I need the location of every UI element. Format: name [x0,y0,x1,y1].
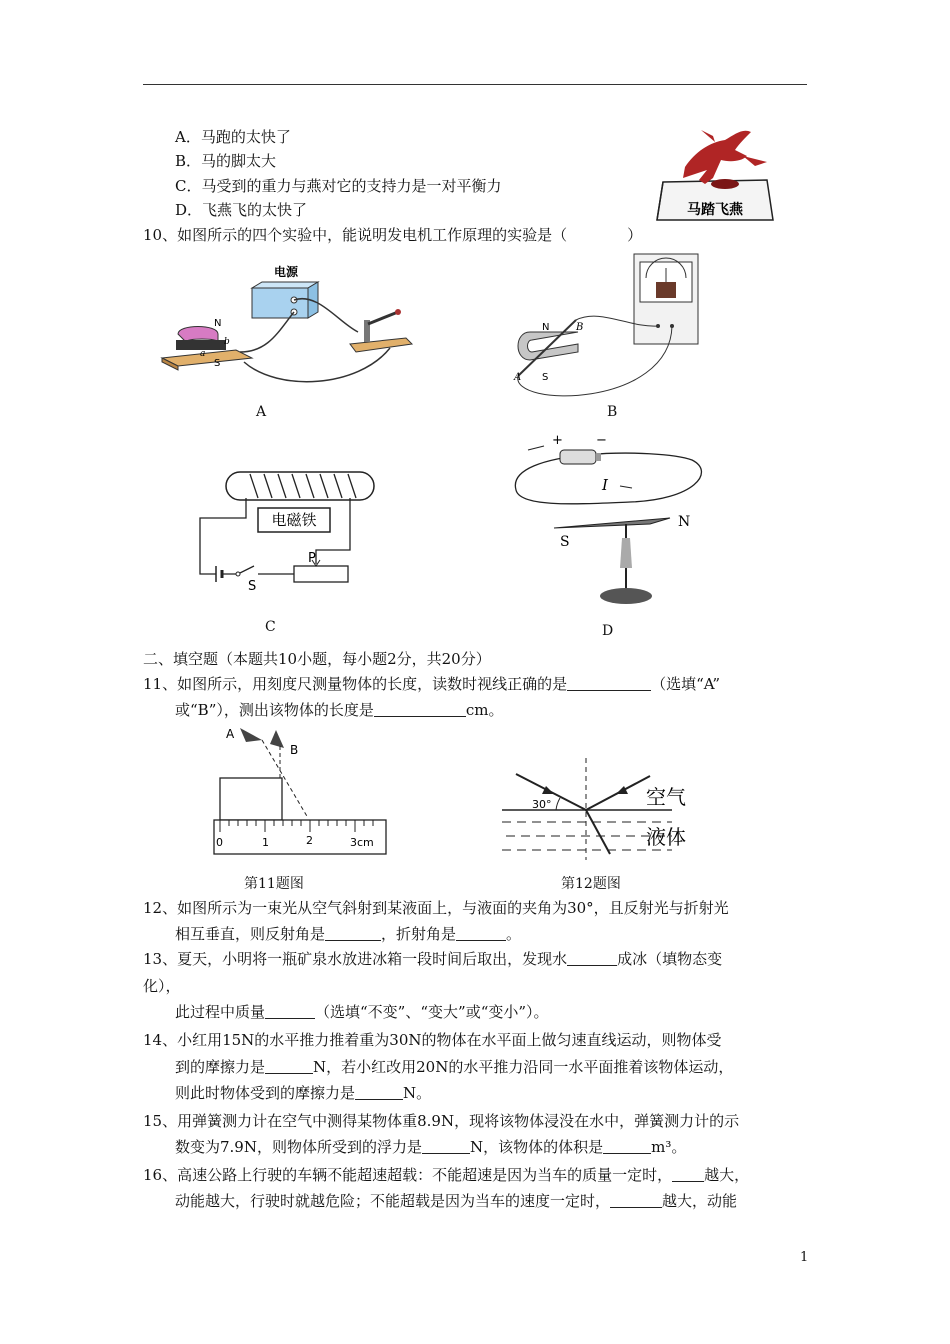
q14-blank-1[interactable] [265,1058,313,1074]
figure-b-galvanometer [500,248,710,408]
q16-line-1: 16、高速公路上行驶的车辆不能超速超载：不能超速是因为当车的质量一定时， 越大， [143,1166,750,1184]
q9-option-b: B．马的脚太大 [175,152,277,170]
q12-blank-1[interactable] [325,925,381,941]
q15-blank-1[interactable] [422,1138,470,1154]
fig-a-pole-n: N [214,318,222,329]
fig-d-north: N [678,514,691,530]
q15-line-1: 15、用弹簧测力计在空气中测得某物体重8.9N，现将该物体浸没在水中，弹簧测力计的示 [143,1112,740,1130]
fig-d-current: I [602,476,608,494]
q14-blank-2[interactable] [355,1084,403,1100]
q9-option-d: D．飞燕飞的太快了 [175,201,308,219]
q11-blank-1[interactable] [567,675,651,691]
q15-blank-2[interactable] [603,1138,651,1154]
q12-line-1: 12、如图所示为一束光从空气斜射到某液面上，与液面的夹角为30°，且反射光与折射光 [143,899,729,917]
header-rule [143,84,807,85]
q16-line-2: 动能越大，行驶时就越危险；不能超载是因为当车的速度一定时， 越大，动能 [175,1192,738,1210]
figure-a-circuit [158,262,418,392]
q12-blank-2[interactable] [456,925,506,941]
fig-c-slider-label: P [308,551,316,566]
fig-d-south: S [560,534,570,550]
page-number: 1 [800,1250,809,1265]
ruler-tick-2: 2 [306,834,313,847]
q12-line-2: 相互垂直，则反射角是 ，折射角是 。 [175,925,522,943]
q12-liquid-label: 液体 [646,825,686,849]
fig-b-pole-n: N [542,322,550,333]
fig-c-switch-label: S [248,579,257,594]
q11-ruler-figure [212,722,392,858]
figure-b-letter: B [607,404,618,420]
q14-line-1: 14、小红用15N的水平推力推着重为30N的物体在水平面上做匀速直线运动，则物体受 [143,1031,722,1049]
eye-a-label: A [226,727,235,741]
section-2-heading: 二、填空题（本题共10小题，每小题2分，共20分） [143,650,491,668]
horse-statue-image [655,122,775,224]
q13-line-3: 此过程中质量 （选填“不变”、“变大”或“变小”）。 [175,1003,549,1021]
eye-b-label: B [290,743,299,757]
horse-statue-label: 马踏飞燕 [687,202,743,218]
q15-line-2: 数变为7.9N，则物体所受到的浮力是 N，该物体的体积是 m³。 [175,1138,687,1156]
q9-option-a: A．马跑的太快了 [175,128,291,146]
power-supply-label: 电源 [273,265,299,279]
q14-line-2: 到的摩擦力是 N，若小红改用20N的水平推力沿同一水平面推着该物体运动， [175,1058,734,1076]
q13-line-2: 化）， [143,977,181,995]
q11-figure-caption: 第11题图 [244,876,304,892]
q13-blank-1[interactable] [567,950,617,966]
ruler-tick-0: 0 [216,836,223,849]
ruler-tick-1: 1 [262,836,269,849]
fig-b-end-a: A [514,372,522,383]
fig-b-end-b: B [576,322,584,333]
q13-line-1: 13、夏天，小明将一瓶矿泉水放进冰箱一段时间后取出，发现水 成冰（填物态变 [143,950,723,968]
q16-blank-2[interactable] [610,1192,662,1208]
fig-a-pole-s: S [214,358,221,369]
fig-a-wire-b: b [224,337,230,347]
ruler-tick-3: 3cm [350,836,374,849]
q10-text: 10、如图所示的四个实验中，能说明发电机工作原理的实验是（ ） [143,226,643,244]
figure-c-letter: C [265,619,276,635]
figure-a-letter: A [256,404,267,420]
figure-d-oersted [510,428,710,610]
figure-d-letter: D [602,623,614,639]
q12-angle-label: 30° [532,798,552,811]
q12-light-figure [496,756,722,860]
figure-c-electromagnet [196,468,376,598]
fig-d-minus: − [596,433,607,448]
q16-blank-1[interactable] [672,1166,704,1182]
fig-b-pole-s: S [542,372,549,383]
q9-option-c: C．马受到的重力与燕对它的支持力是一对平衡力 [175,177,502,195]
q14-line-3: 则此时物体受到的摩擦力是 N。 [175,1084,432,1102]
electromagnet-label: 电磁铁 [271,511,317,529]
q11-blank-2[interactable] [374,701,466,717]
fig-d-plus: + [552,433,563,448]
q12-air-label: 空气 [646,785,686,809]
q11-line-2: 或“B”），测出该物体的长度是 cm。 [175,701,504,719]
fig-a-wire-a: a [200,349,206,359]
q11-line-1: 11、如图所示，用刻度尺测量物体的长度，读数时视线正确的是 （选填“A” [143,675,721,693]
q12-figure-caption: 第12题图 [561,876,621,892]
q13-blank-2[interactable] [265,1003,315,1019]
